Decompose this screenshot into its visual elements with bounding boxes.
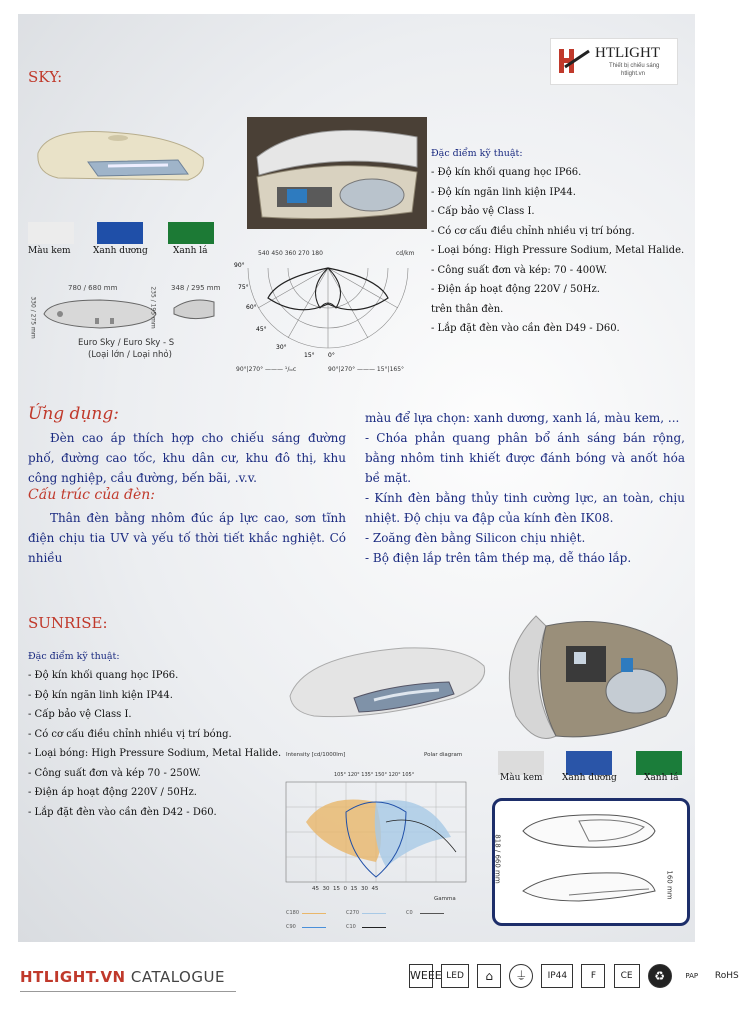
sky-swatch-cream	[28, 222, 74, 244]
sunrise-swatch-label-cream: Màu kem	[500, 773, 543, 783]
sky-lamp-image	[28, 118, 208, 196]
sky-spec-item: - Lắp đặt đèn vào cần đèn D49 - D60.	[431, 323, 620, 334]
sky-caption-2: (Loại lớn / Loại nhỏ)	[88, 350, 172, 360]
application-right-line: - Zoăng đèn bằng Silicon chịu nhiệt.	[365, 531, 586, 545]
footer-underline	[20, 991, 236, 992]
application-right-column	[365, 408, 685, 568]
certification-icons	[406, 964, 742, 988]
sunrise-polar-gamma: Gamma	[434, 896, 456, 902]
sky-spec-item: - Độ kín khối quang học IP66.	[431, 167, 582, 178]
sky-swatch-label-blue: Xanh dương	[93, 246, 148, 256]
sunrise-dim-length: 818 / 660 mm	[493, 834, 502, 884]
legend-c0: C0	[406, 910, 413, 916]
sky-polar-top-scale: 540 450 360 270 180	[258, 250, 323, 257]
sunrise-side-view	[519, 865, 659, 909]
sunrise-top-view	[519, 809, 659, 853]
recycle-icon: ♻	[648, 964, 672, 988]
sky-spec-item: - Cấp bảo vệ Class I.	[431, 206, 535, 217]
sunrise-swatch-green	[636, 751, 682, 775]
legend-c270-line	[362, 913, 386, 914]
sunrise-polar-diagram	[274, 752, 474, 932]
legend-c90: C90	[286, 924, 296, 930]
sky-polar-bottom-left: 90°|270° ——— ¹/ᵢₒc	[236, 366, 297, 373]
sunrise-swatch-blue	[566, 751, 612, 775]
sunrise-spec-heading: Đặc điểm kỹ thuật:	[28, 651, 120, 662]
ip44-icon: IP44	[541, 964, 573, 988]
sky-spec-item: - Công suất đơn và kép: 70 - 400W.	[431, 264, 608, 276]
sunrise-title: SUNRISE:	[28, 614, 108, 632]
sunrise-polar-bottom-scale: 45 30 15 0 15 30 45	[312, 886, 379, 892]
sunrise-polar-chart	[286, 782, 466, 882]
logo-name: HTLIGHT	[595, 45, 660, 61]
sunrise-open-lamp-photo	[496, 606, 686, 746]
sunrise-swatch-cream	[498, 751, 544, 775]
footer	[20, 964, 739, 1000]
sunrise-spec-item: - Công suất đơn và kép 70 - 250W.	[28, 767, 201, 779]
sunrise-polar-title-left: Intensity [cd/1000lm]	[286, 752, 346, 758]
application-right-line: - Chóa phản quang phân bổ ánh sáng bán rộng, bằng nhôm tinh khiết được đánh bóng và anốt hóa bề mặt.	[365, 431, 685, 485]
sunrise-spec-item: - Lắp đặt đèn vào cần đèn D42 - D60.	[28, 806, 217, 818]
sunrise-spec-item: - Điện áp hoạt động 220V / 50Hz.	[28, 787, 197, 798]
sky-polar-label-90: 90°	[234, 262, 245, 269]
sky-swatch-blue	[97, 222, 143, 244]
sunrise-spec-item: - Độ kín khối quang học IP66.	[28, 670, 179, 681]
legend-c180: C180	[286, 910, 300, 916]
sky-dim-left: 330 / 275 mm	[29, 296, 37, 339]
footer-logo-catalogue: CATALOGUE	[125, 968, 225, 986]
sky-spec-heading: Đặc điểm kỹ thuật:	[431, 148, 523, 159]
sunrise-swatch-label-green: Xanh lá	[644, 773, 679, 783]
pap-icon: PAP	[685, 972, 699, 980]
legend-c0-line	[420, 913, 444, 914]
sky-title: SKY:	[28, 68, 63, 86]
legend-c90-line	[302, 927, 326, 928]
sky-caption-1: Euro Sky / Euro Sky - S	[78, 338, 175, 348]
sky-swatch-label-cream: Màu kem	[28, 246, 71, 256]
sunrise-polar-top-scale: 105° 120° 135° 150° 120° 105°	[334, 772, 415, 778]
application-heading: Ứng dụng:	[28, 404, 119, 424]
sky-spec-item: - Độ kín ngăn linh kiện IP44.	[431, 186, 576, 198]
sky-polar-label-45: 45°	[256, 326, 267, 333]
sky-polar-diagram	[228, 246, 418, 376]
application-right-line: - Kính đèn bằng thủy tinh cường lực, an toàn, chịu nhiệt. Độ chịu va đập của kính đèn IK08.	[365, 491, 685, 525]
sky-open-lamp-photo	[247, 117, 427, 229]
legend-c180-line	[302, 913, 326, 914]
catalogue-page	[18, 14, 695, 942]
logo-url: htlight.vn	[621, 71, 646, 77]
sky-dim-side-w: 348 / 295 mm	[171, 284, 221, 292]
ground-icon: ⏚	[509, 964, 533, 988]
sky-polar-chart	[238, 258, 418, 354]
sunrise-spec-item: - Có cơ cấu điều chỉnh nhiều vị trí bóng.	[28, 728, 232, 740]
sunrise-polar-title-right: Polar diagram	[424, 752, 463, 758]
footer-logo-brand: HTLIGHT.VN	[20, 968, 126, 986]
sky-swatch-green	[168, 222, 214, 244]
sunrise-dim-height: 160 mm	[665, 870, 674, 900]
sky-spec-item: - Có cơ cấu điều chỉnh nhiều vị trí bóng.	[431, 225, 635, 237]
weee-icon: WEEE	[409, 964, 433, 988]
sky-spec-list	[431, 163, 684, 339]
sky-polar-label-60: 60°	[246, 304, 257, 311]
sky-dim-top: 780 / 680 mm	[68, 284, 118, 292]
legend-c270: C270	[346, 910, 360, 916]
footer-catalogue-logo	[20, 968, 225, 986]
sky-dim-side-h: 235 / 195 mm	[149, 286, 157, 329]
logo-tagline: Thiết bị chiếu sáng	[609, 63, 660, 69]
legend-c10: C10	[346, 924, 356, 930]
legend-c10-line	[362, 927, 386, 928]
sunrise-spec-item: - Loại bóng: High Pressure Sodium, Metal Halide.	[28, 748, 282, 759]
sky-polar-unit: cd/km	[396, 250, 415, 257]
rohs-icon: RoHS	[714, 971, 739, 981]
sky-polar-label-30: 30°	[276, 344, 287, 351]
indoor-use-icon: ⌂	[477, 964, 501, 988]
sky-technical-drawing	[26, 284, 226, 376]
sunrise-lamp-image	[284, 636, 494, 726]
ce-icon: CE	[614, 964, 640, 988]
sky-polar-bottom-right: 90°|270° ——— 15°|165°	[328, 366, 405, 373]
sky-polar-label-0: 0°	[328, 352, 335, 359]
sunrise-spec-item: - Độ kín ngăn linh kiện IP44.	[28, 689, 173, 701]
sky-spec-item: - Điện áp hoạt động 220V / 50Hz.	[431, 284, 600, 295]
sky-polar-label-75: 75°	[238, 284, 249, 291]
application-text: Đèn cao áp thích hợp cho chiếu sáng đường phố, đường cao tốc, khu dân cư, khu đô thị, khu công nghiệp, cầu đường, bến bãi, .v.v.	[28, 431, 346, 485]
sky-spec-item: trên thân đèn.	[431, 303, 504, 315]
led-icon: LED	[441, 964, 469, 988]
application-right-line: màu để lựa chọn: xanh dương, xanh lá, màu kem, ...	[365, 411, 680, 425]
sky-polar-label-15: 15°	[304, 352, 315, 359]
sunrise-technical-drawing	[492, 798, 690, 926]
sunrise-spec-item: - Cấp bảo vệ Class I.	[28, 709, 132, 720]
structure-text: Thân đèn bằng nhôm đúc áp lực cao, sơn tĩnh điện chịu tia UV và yếu tố thời tiết khắc nghiệt. Có nhiều	[28, 511, 346, 565]
f-mark-icon: F	[581, 964, 605, 988]
brand-logo	[550, 38, 678, 85]
sky-spec-item: - Loại bóng: High Pressure Sodium, Metal Halide.	[431, 245, 685, 256]
sky-side-view	[172, 294, 216, 324]
sunrise-spec-list	[28, 666, 281, 822]
sky-swatch-label-green: Xanh lá	[173, 246, 208, 256]
structure-heading: Cấu trúc của đèn:	[28, 487, 156, 503]
sunrise-swatch-label-blue: Xanh dương	[562, 773, 617, 783]
sky-front-view	[40, 292, 160, 334]
htlight-logo-icon	[557, 47, 591, 75]
application-right-line: - Bộ điện lắp trên tâm thép mạ, dễ tháo lắp.	[365, 551, 632, 565]
